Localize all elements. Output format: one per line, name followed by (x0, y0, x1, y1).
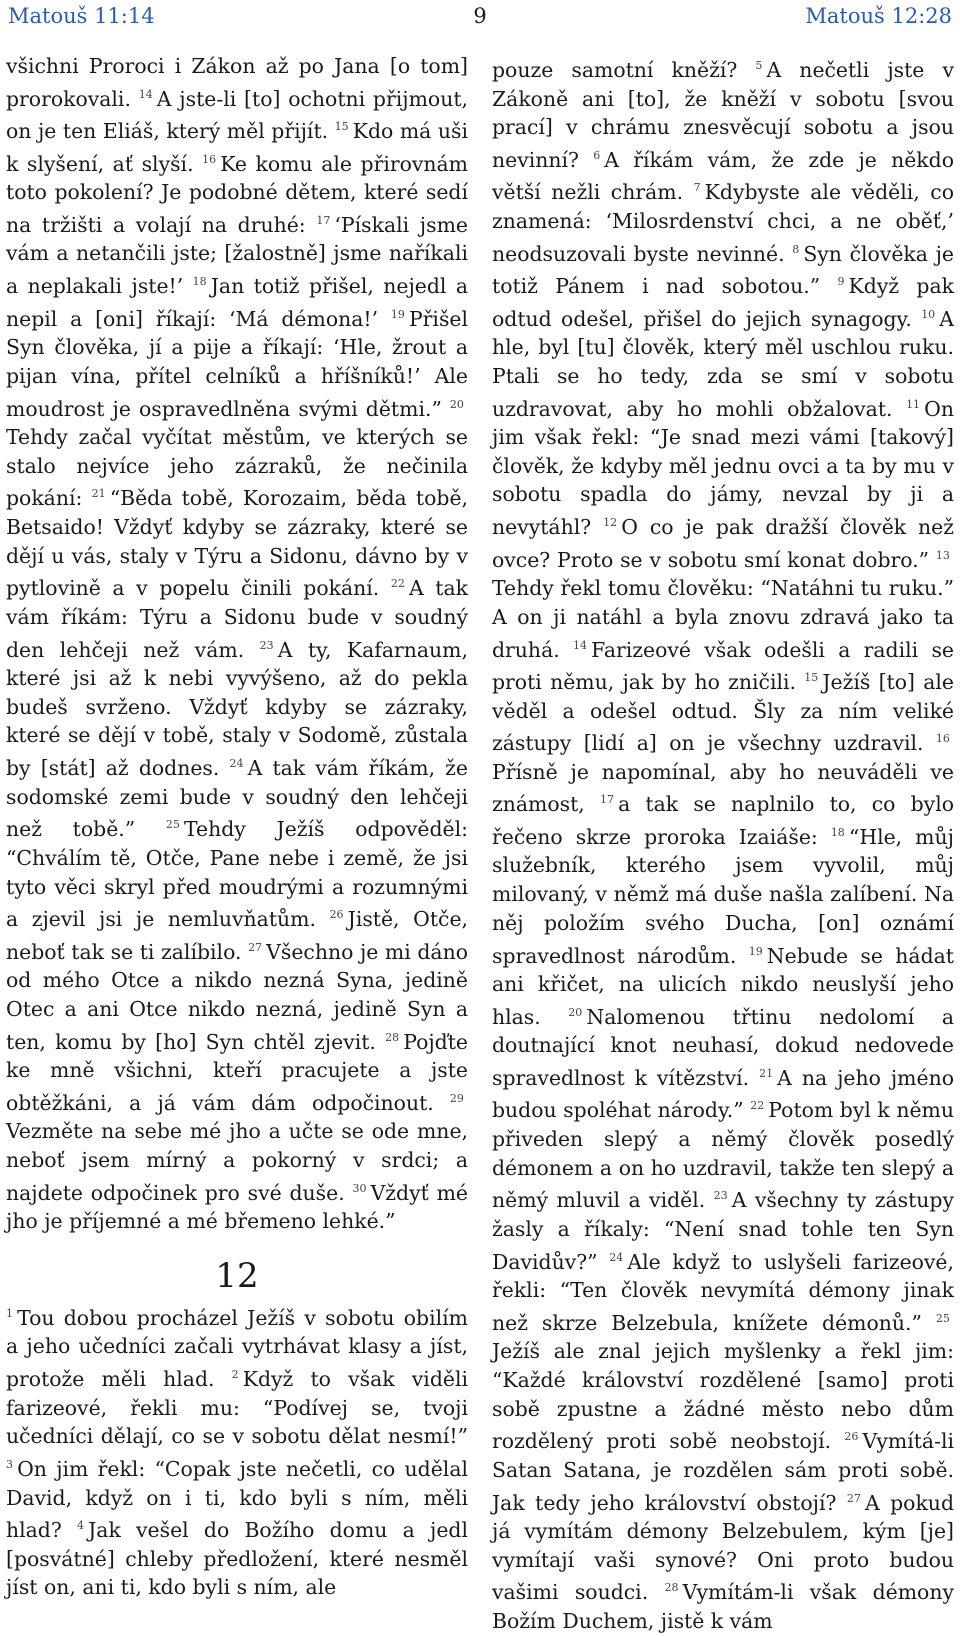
right-column (492, 52, 954, 1636)
verse-text: Ke komu ale přirovnám toto pokolení? Je podobné dětem, které sedí na tržišti a volají na druhé: (6, 151, 469, 237)
verse-number: 23 (259, 638, 274, 652)
verse-text: Ježíš ale znal jejich myšlenky a řekl jim: “Každé království rozdělené [samo] proti sobě zpustne a žádné město nebo dům rozdělený proti sobě neobstojí. (492, 1339, 954, 1454)
verse-number: 14 (573, 638, 587, 652)
verse-number: 15 (804, 671, 819, 685)
page-number: 9 (473, 4, 487, 28)
verse-text: Tehdy Ježíš odpověděl: “Chválím tě, Otče, Pane nebe i země, že jsi tyto věci skryl před moudrými a rozumnými a zjevil jsi je nemluvňatům. (6, 817, 468, 932)
header-right-reference: Matouš 12:28 (805, 4, 952, 28)
verse-text: A nečetli jste v Zákoně ani [to], že kněží v sobotu [svou prací] v chrámu znesvěcují sobotu a jsou nevinní? (492, 57, 954, 172)
verse-text: On jim řekl: “Copak jste nečetli, co udělal David, když on i ti, kdo byli s ním, měli hlad? (6, 1456, 468, 1543)
verse-text: “Hle, můj služebník, kterého jsem vyvolil, můj milovaný, v němž má duše našla zalíbení. Na něj položím svého Ducha, [on] oznámí spravedlnost národům. (492, 824, 954, 968)
verse-text: Nebude se hádat ani křičet, na ulicích nikdo neuslyší jeho hlas. (492, 943, 954, 1029)
verse-number: 4 (77, 1519, 85, 1533)
verse-text: Kdybyste ale věděli, co znamená: ‘Milosrdenství chci, a ne oběť,’ neodsuzovali byste nevinné. (492, 180, 954, 266)
verse-number: 30 (352, 1181, 367, 1195)
verse-text: Vymítám-li však démony Božím Duchem, jistě k vám (492, 1580, 954, 1633)
verse-text: Vymítá-li Satan Satana, je rozdělen sám proti sobě. Jak tedy jeho království obstojí? (492, 1429, 954, 1515)
verse-number: 21 (91, 487, 106, 501)
verse-number: 21 (759, 1066, 774, 1080)
text-columns (6, 52, 954, 1636)
verse-number: 9 (837, 275, 845, 289)
verse-text: Tehdy řekl tomu člověku: “Natáhni tu ruku.” A on ji natáhl a byla znovu zdravá jako ta druhá. (492, 576, 954, 662)
header-left-reference: Matouš 11:14 (8, 4, 155, 28)
paragraph (6, 1300, 468, 1602)
verse-number: 18 (830, 825, 845, 839)
verse-number: 13 (935, 548, 950, 562)
left-column (6, 52, 468, 1636)
verse-text: Přísně je napomínal, aby ho neuváděli ve známost, (492, 759, 954, 817)
verse-text: A říkám vám, že zde je někdo větší nežli chrám. (492, 147, 954, 205)
verse-number: 23 (713, 1189, 728, 1203)
verse-text: Jak vešel do Božího domu a jedl [posvátné] chleby předložení, které nesměl jíst on, ani ti, kdo byli s ním, ale (6, 1518, 468, 1600)
verse-number: 25 (935, 1311, 950, 1325)
paragraph (492, 52, 954, 1636)
verse-number: 11 (906, 397, 921, 411)
verse-text: všichni Proroci i Zákon až po Jana [o tom] prorokovali. (6, 54, 468, 111)
verse-number: 15 (334, 120, 349, 134)
verse-number: 20 (568, 1005, 583, 1019)
verse-text: Jan totiž přišel, nejedl a nepil a [oni] říkají: ‘Má démona!’ (6, 273, 469, 331)
verse-text: Když to však viděli farizeové, řekli mu: “Podívej se, tvoji učedníci dělají, co se v sobotu dělat nesmí!” (6, 1366, 468, 1449)
chapter-number: 12 (215, 1255, 259, 1296)
verse-number: 2 (231, 1368, 239, 1382)
verse-text: A tak vám říkám, že sodomské zemi bude v soudný den lehčeji než tobě.” (6, 755, 468, 842)
verse-number: 17 (316, 213, 331, 227)
verse-number: 20 (449, 397, 464, 411)
verse-text: Tou dobou procházel Ježíš v sobotu obilím a jeho učedníci začali vytrhávat klasy a jíst, protože měli hlad. (6, 1305, 468, 1391)
verse-number: 16 (202, 152, 217, 166)
verse-number: 19 (748, 944, 763, 958)
verse-text: Vždyť mé jho je příjemné a mé břemeno lehké.” (6, 1180, 468, 1234)
verse-number: 25 (165, 818, 180, 832)
verse-number: 27 (248, 940, 263, 954)
verse-number: 16 (935, 732, 950, 746)
verse-text: Jistě, Otče, neboť tak se ti zalíbilo. (6, 907, 468, 964)
verse-text: Syn člověka je totiž Pánem i nad sobotou.” (492, 241, 954, 298)
verse-number: 22 (750, 1099, 765, 1113)
verse-text: Ale když to uslyšeli farizeové, řekli: “Ten člověk nevymítá démony jinak než skrze Belzebula, knížete démonů.” (492, 1249, 954, 1335)
verse-text: Farizeové však odešli a radili se proti němu, jak by ho zničili. (492, 637, 954, 694)
verse-number: 3 (6, 1458, 13, 1472)
verse-text: a tak se naplnilo to, co bylo řečeno skrze proroka Izaiáše: (492, 792, 954, 849)
verse-text: pouze samotní kněží? (492, 57, 756, 82)
verse-text: Všechno je mi dáno od mého Otce a nikdo nezná Syna, jedině Otec a ani Otce nikdo nezná, jedině Syn a ten, komu by [ho] Syn chtěl zjevit. (6, 939, 468, 1054)
verse-number: 5 (755, 59, 763, 72)
verse-text: Potom byl k němu přiveden slepý a němý člověk posedlý démonem a on ho uzdravil, takže ten slepý a němý mluvil a viděl. (492, 1098, 954, 1213)
verse-text: A ty, Kafarnaum, které jsi až k nebi vyvýšeno, až do pekla budeš svrženo. Vždyť kdyby se zázraky, které se dějí v tobě, staly v Sodomě, zůstala by [stát] až dodnes. (6, 637, 468, 780)
verse-text: Ježíš [to] ale věděl a odešel odtud. Šly za ním veliké zástupy [lidí a] on je všechny uzdravil. (492, 669, 955, 756)
verse-text: Vezměte na sebe mé jho a učte se ode mne, neboť jsem mírný a pokorný v srdci; a najdete odpočinek pro své duše. (6, 1119, 468, 1205)
verse-text: A pokud já vymítám démony Belzebulem, kým [je] vymítají vaši synové? Oni proto budou vašimi soudci. (492, 1490, 954, 1605)
verse-number: 24 (609, 1250, 624, 1264)
verse-text: A na jeho jméno budou spoléhat národy.” (492, 1065, 954, 1123)
verse-text: On jim však řekl: “Je snad mezi vámi [takový] člověk, že kdyby měl jednu ovci a ta by mu v sobotu spadla do jámy, nevzal by ji a nevytáhl? (492, 396, 954, 539)
verse-number: 27 (846, 1491, 861, 1505)
paragraph (6, 52, 468, 1236)
verse-text: Přišel Syn člověka, jí a pije a říkají: ‘Hle, žrout a pijan vína, přítel celníků a hříšníků!’ Ale moudrost je ospravedlněna svými dětmi.” (6, 306, 468, 421)
verse-text: Kdo má uši k slyšení, ať slyší. (6, 119, 468, 176)
verse-number: 14 (138, 87, 153, 101)
verse-number: 10 (921, 307, 936, 321)
verse-text: “Běda tobě, Korozaim, běda tobě, Betsaido! Vždyť kdyby se zázraky, které se dějí u vás, staly v Týru a Sidonu, dávno by v pytlovině a v popelu činili pokání. (6, 486, 468, 601)
verse-number: 24 (229, 757, 244, 771)
verse-number: 12 (603, 516, 618, 530)
verse-number: 26 (329, 908, 344, 922)
running-header (8, 2, 952, 30)
verse-text: Když pak odtud odešel, přišel do jejich synagogy. (492, 273, 954, 331)
verse-text: A tak vám říkám: Týru a Sidonu bude v soudný den lehčeji než vám. (6, 576, 468, 662)
verse-text: A všechny ty zástupy žasly a říkaly: “Není snad tohle ten Syn Davidův?” (492, 1188, 955, 1274)
verse-number: 28 (385, 1030, 400, 1044)
verse-text: ‘Pískali jsme vám a netančili jste; [žalostně] jsme naříkali a neplakali jste!’ (6, 212, 468, 298)
verse-number: 22 (390, 577, 405, 591)
verse-number: 8 (792, 242, 800, 256)
verse-text: A hle, byl [tu] člověk, který měl uschlou ruku. Ptali se ho tedy, zda se smí v sobotu uzdravovat, aby ho mohli obžalovat. (492, 306, 954, 421)
verse-text: O co je pak dražší člověk než ovce? Proto se v sobotu smí konat dobro.” (492, 514, 954, 572)
verse-number: 28 (664, 1581, 679, 1595)
verse-text: Pojďte ke mně všichni, kteří pracujete a jste obtěžkáni, a já vám dám odpočinout. (6, 1029, 468, 1115)
verse-number: 17 (599, 793, 614, 807)
verse-number: 7 (693, 181, 701, 195)
verse-number: 6 (593, 148, 601, 162)
verse-text: Nalomenou třtinu nedolomí a doutnající knot neuhasí, dokud nedovede spravedlnost k vítězství. (492, 1004, 954, 1090)
verse-number: 18 (192, 275, 207, 289)
verse-number: 1 (6, 1306, 13, 1320)
verse-number: 29 (449, 1091, 464, 1105)
verse-text: A jste-li [to] ochotni přijmout, on je ten Eliáš, který měl přijít. (6, 86, 469, 143)
verse-number: 26 (844, 1430, 859, 1444)
verse-number: 19 (390, 307, 405, 321)
verse-text: Tehdy začal vyčítat městům, ve kterých se stalo nejvíce jeho zázraků, že nečinila pokání: (6, 425, 468, 511)
